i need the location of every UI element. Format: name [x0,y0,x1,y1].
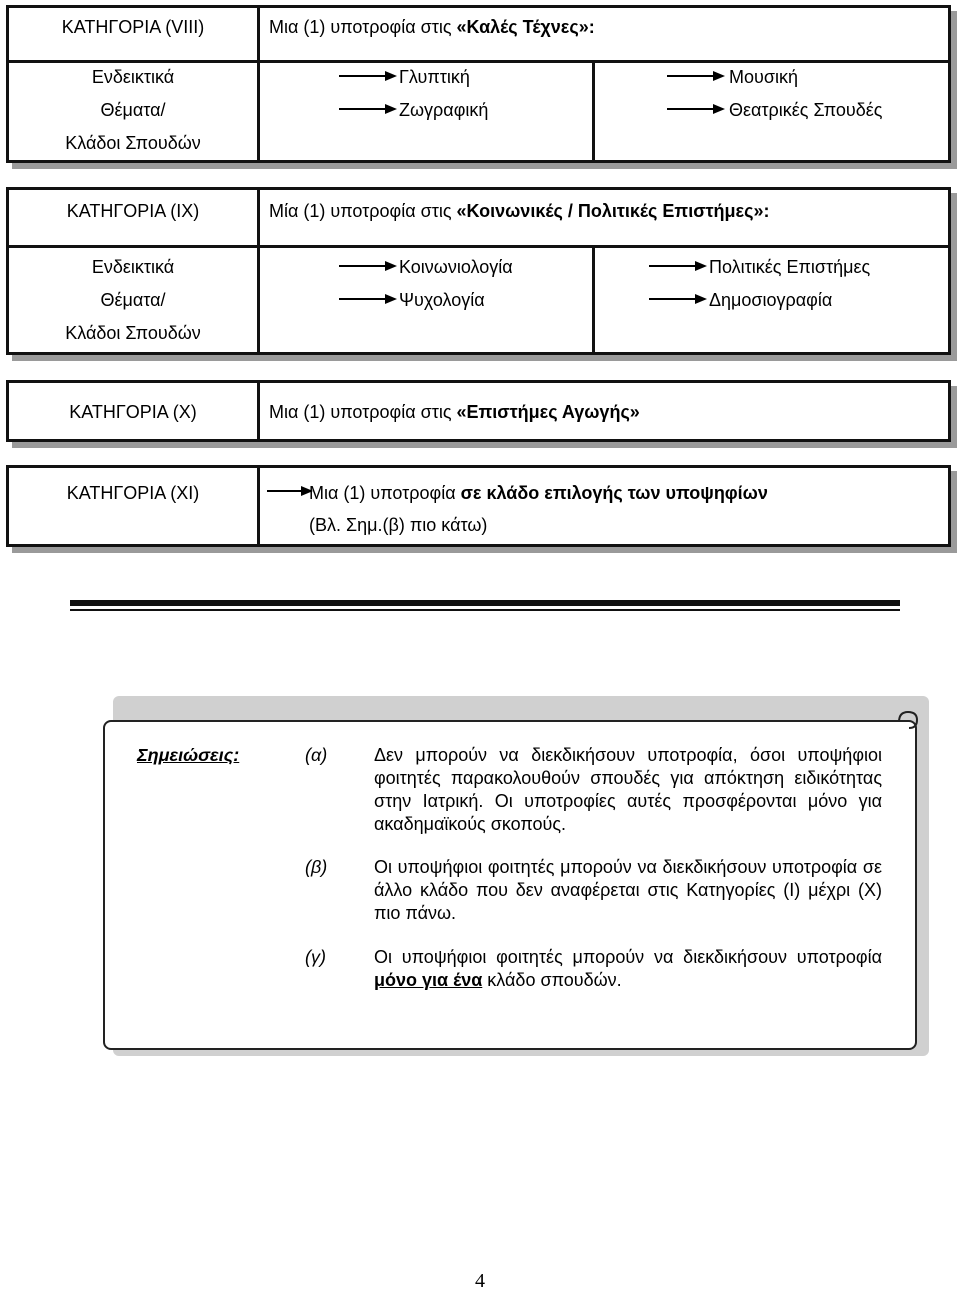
note-marker-b: (β) [305,857,328,877]
note-marker-a: (α) [305,745,328,765]
topic-item: Κοινωνιολογία [399,257,513,277]
separator-line-thin [70,609,900,611]
arrow-right-icon [649,261,707,271]
note-text-b: Οι υποψήφιοι φοιτητές μπορούν να διεκδικήσουν υποτροφία σε άλλο κλάδο που δεν αναφέρεται στις Κατηγορίες (Ι) μέχρι (Χ) πιο πάνω. [374,857,882,923]
note-text-a: Δεν μπορούν να διεκδικήσουν υποτροφία, όσοι υποψήφιοι φοιτητές παρακολουθούν σπουδές για απόκτηση ειδικότητας στην Ιατρική. Οι υποτροφίες αυτές προσφέρονται μόνο για ακαδημαϊκούς σκοπούς. [374,745,882,834]
note-text-c: Οι υποψήφιοι φοιτητές μπορούν να διεκδικήσουν υποτροφία μόνο για ένα κλάδο σπουδών. [374,947,882,990]
arrow-right-icon [339,71,397,81]
arrow-right-icon [339,104,397,114]
separator-line [70,600,900,606]
topic-item: Ψυχολογία [399,290,485,310]
topic-item: Ζωγραφική [399,100,489,120]
notes-heading: Σημειώσεις: [137,745,240,765]
topic-item: Πολιτικές Επιστήμες [709,257,871,277]
topics-side-label-2: Θέματα/ [100,290,166,310]
arrow-right-icon [667,104,725,114]
category-ix-title: Μία (1) υποτροφία στις «Κοινωνικές / Πολιτικές Επιστήμες»: [269,201,770,221]
arrow-right-icon [339,261,397,271]
category-x-table [6,380,951,442]
category-viii-topics-row [9,63,948,160]
category-viii-table [6,5,951,163]
category-viii-title: Μια (1) υποτροφία στις «Καλές Τέχνες»: [269,17,595,37]
category-x-title: Μια (1) υποτροφία στις «Επιστήμες Αγωγής» [269,402,640,422]
category-ix-table [6,187,951,355]
topic-item: Δημοσιογραφία [709,290,833,310]
topics-side-label-1: Ενδεικτικά [91,67,175,87]
category-viii-header-row [9,8,948,63]
category-xi-title: Μια (1) υποτροφία σε κλάδο επιλογής των υποψηφίων [309,483,768,503]
arrow-right-icon [267,486,313,496]
category-viii-label: ΚΑΤΗΓΟΡΙΑ (VIII) [61,17,205,37]
category-ix-topics-row [9,248,948,352]
category-xi-subtitle: (Βλ. Σημ.(β) πιο κάτω) [309,515,488,535]
topic-item: Γλυπτική [399,67,470,87]
topics-side-label-3: Κλάδοι Σπουδών [65,133,201,153]
arrow-right-icon [667,71,725,81]
arrow-right-icon [649,294,707,304]
category-ix-header-row [9,190,948,248]
category-xi-table [6,465,951,547]
page-number: 4 [475,1270,485,1292]
category-ix-label: ΚΑΤΗΓΟΡΙΑ (IX) [66,201,200,221]
topic-item: Θεατρικές Σπουδές [729,100,883,120]
note-marker-c: (γ) [305,947,326,967]
scroll-curl-icon [895,708,921,734]
topics-side-label-3: Κλάδοι Σπουδών [65,323,201,343]
topics-side-label-2: Θέματα/ [100,100,166,120]
topic-item: Μουσική [729,67,798,87]
category-xi-label: ΚΑΤΗΓΟΡΙΑ (XI) [66,483,200,503]
arrow-right-icon [339,294,397,304]
category-x-label: ΚΑΤΗΓΟΡΙΑ (X) [69,402,197,422]
topics-side-label-1: Ενδεικτικά [91,257,175,277]
